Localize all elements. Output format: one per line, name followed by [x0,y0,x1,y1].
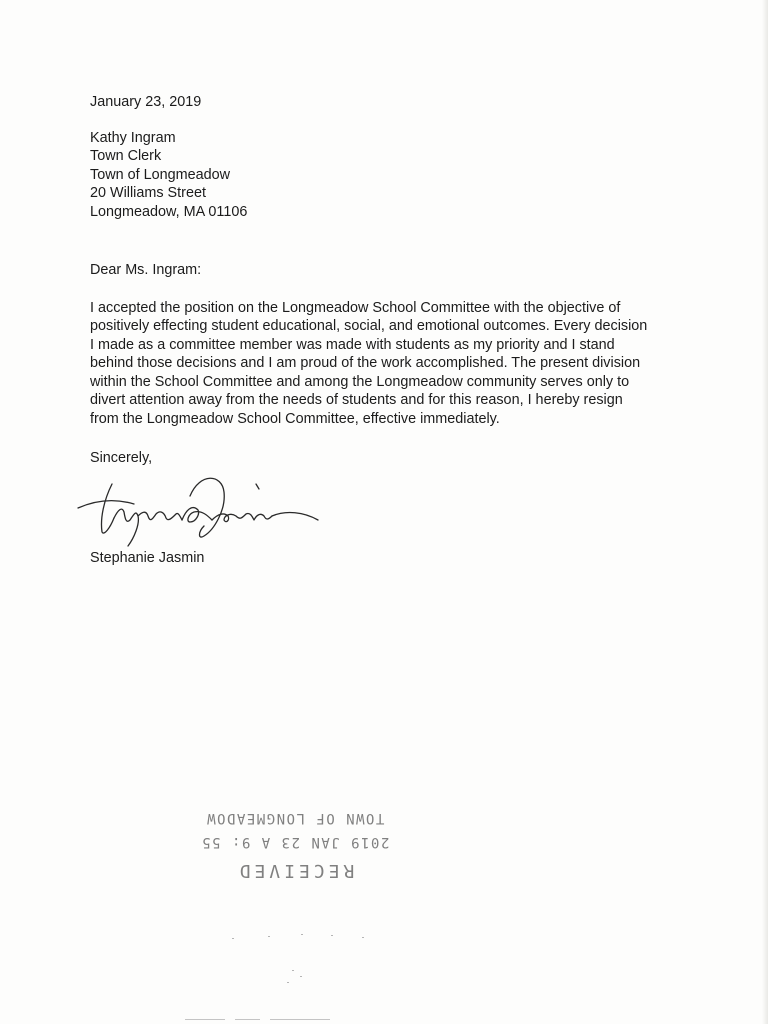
handwritten-signature [74,470,324,550]
body-line: I made as a committee member was made with students as my priority and I stand [90,336,615,353]
scan-bottom-mark [270,1019,330,1020]
recipient-address [90,129,680,222]
recipient-organization: Town of Longmeadow [90,166,230,183]
scan-speck [301,934,303,935]
recipient-title: Town Clerk [90,148,162,164]
closing: Sincerely, [90,450,153,466]
scan-edge-shadow [762,0,768,1024]
received-stamp [195,810,395,881]
scan-speck [300,976,302,977]
recipient-city: Longmeadow, MA 01106 [90,203,248,220]
body-line: within the School Committee and among the Longmeadow community serves only to [90,373,630,390]
body-line: I accepted the position on the Longmeadow School Committee with the objective of [90,299,621,316]
recipient-name: Kathy Ingram [90,129,176,146]
letter-body [90,299,680,429]
letter-date: January 23, 2019 [90,94,202,110]
stamp-town-text: TOWN OF LONGMEADOW [205,810,385,826]
scan-bottom-mark [185,1019,225,1020]
stamp-received-text: RECEIVED [235,860,355,881]
letter-content [90,93,680,468]
recipient-street: 20 Williams Street [90,185,206,201]
signer-name: Stephanie Jasmin [90,550,205,566]
body-line: behind those decisions and I am proud of the work accomplished. The present division [90,355,641,371]
body-line: divert attention away from the needs of students and for this reason, I hereby resign [90,392,623,408]
scan-bottom-mark [235,1019,260,1020]
scan-speck [232,938,234,939]
body-line: from the Longmeadow School Committee, effective immediately. [90,410,500,427]
stamp-date-text: 2019 JAN 23 A 9: 55 [200,834,390,850]
scan-speck [268,936,270,937]
scan-speck [362,937,364,938]
salutation: Dear Ms. Ingram: [90,262,202,278]
scan-speck [331,935,333,936]
scan-speck [287,982,289,983]
body-line: positively effecting student educational, social, and emotional outcomes. Every decision [90,318,648,334]
scan-speck [292,970,294,971]
